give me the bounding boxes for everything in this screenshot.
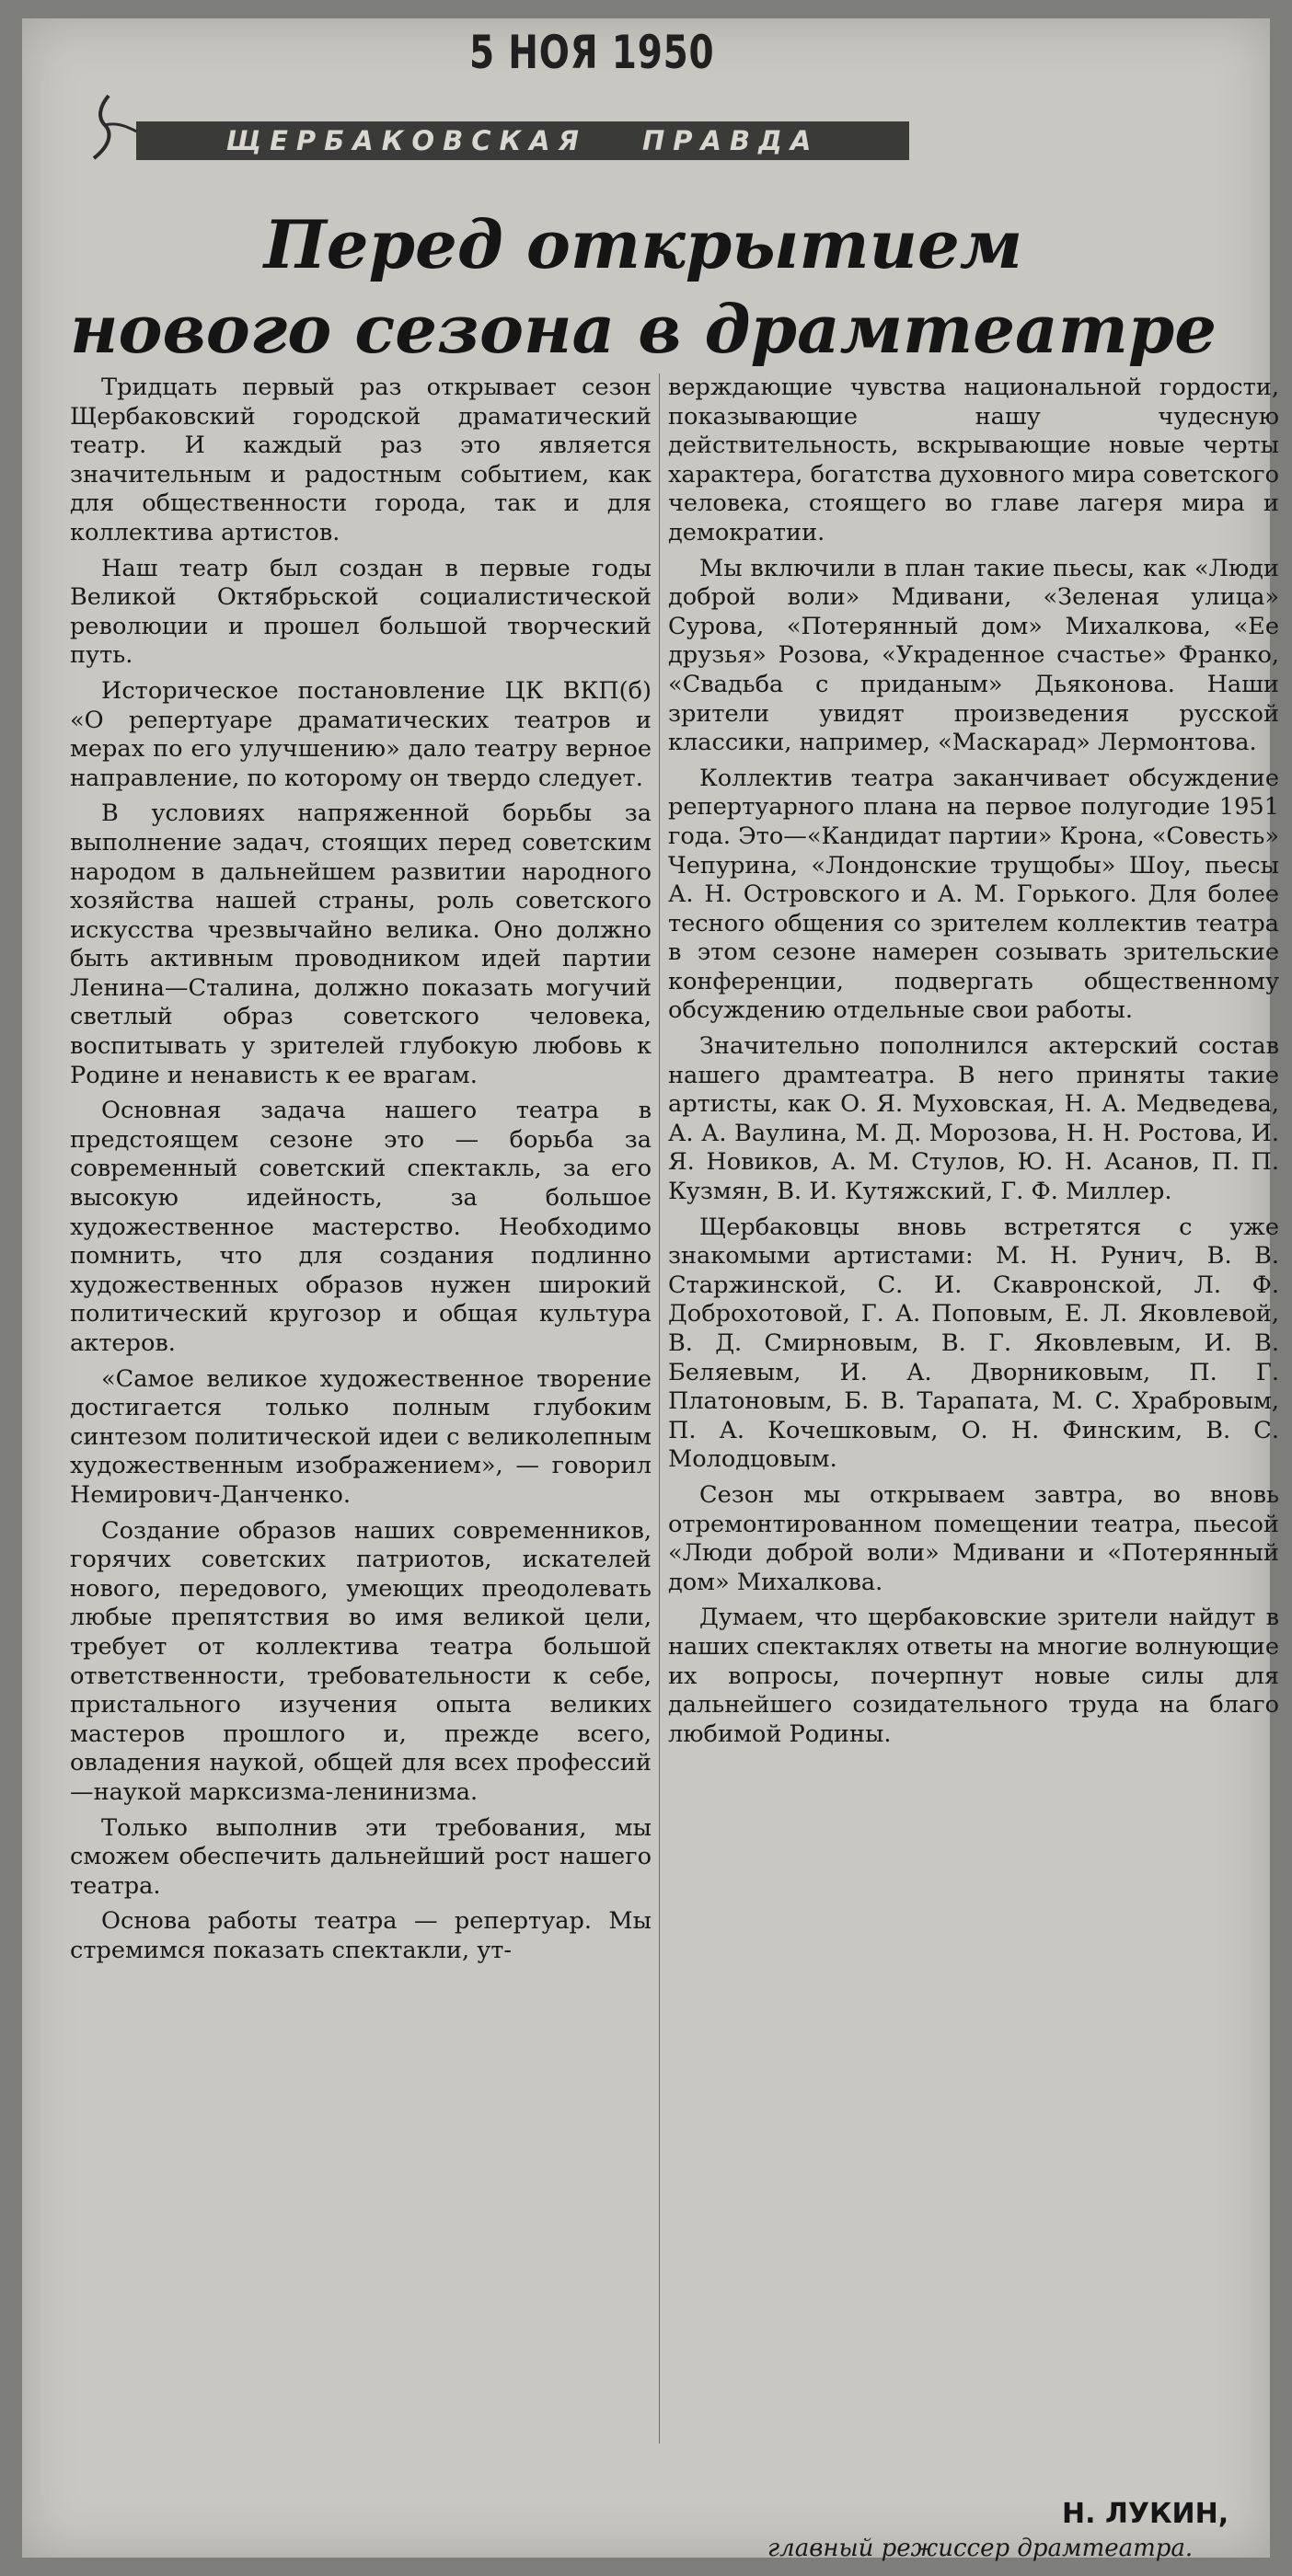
article-column-left xyxy=(70,374,652,1972)
paragraph: Значительно пополнился актерский состав нашего драмтеатра. В него приняты такие артисты, как О. Я. Муховская, Н. А. Медведева, А. А. Ваулина, М. Д. Морозова, Н. Н. Ростова, И. Я. Новиков, А. М. Стулов, Ю. Н. Асанов, П. П. Кузмян, В. И. Кутяжский, Г. Ф. Миллер. xyxy=(668,1032,1279,1206)
headline-line-2: нового сезона в драмтеатре xyxy=(69,290,1217,368)
paragraph: Историческое постановление ЦК ВКП(б) «О репертуаре драматических театров и мерах по его улучшению» дало театру верное направление, по которому он твердо следует. xyxy=(70,676,652,792)
paragraph: Наш театр был создан в первые годы Великой Октябрьской социалистической революции и прошел большой творческий путь. xyxy=(70,554,652,670)
paragraph: Сезон мы открываем завтра, во вновь отремонтированном помещении театра, пьесой «Люди доброй воли» Мдивани и «Потерянный дом» Михалкова. xyxy=(668,1480,1279,1596)
article-column-right xyxy=(668,374,1279,1755)
paragraph: верждающие чувства национальной гордости, показывающие нашу чудесную действительность, вскрывающие новые черты характера, богатства духовного мира советского человека, стоящего во главе лагеря мира и демократии. xyxy=(668,374,1279,546)
paragraph: «Самое великое художественное творение достигается только полным глубоким синтезом политической идеи с великолепным художественным изображением», — говорил Немирович-Данченко. xyxy=(70,1364,652,1509)
author-role: главный режиссер драмтеатра. xyxy=(767,2535,1194,2562)
date-stamp: 5 НОЯ 1950 xyxy=(469,26,715,79)
paragraph: Основная задача нашего театра в предстоящем сезоне это — борьба за современный советский спектакль, за его высокую идейность, за большое художественное мастерство. Необходимо помнить, что для создания подлинно художественных образов нужен широкий политический кругозор и общая культура актеров. xyxy=(70,1097,652,1357)
newspaper-clipping xyxy=(22,18,1280,2562)
paragraph: Создание образов наших современников, горячих советских патриотов, искателей нового, передового, умеющих преодолевать любые препятствия во имя великой цели, требует от коллектива театра большой ответственности, требовательности к себе, пристального изучения опыта великих мастеров прошлого и, прежде всего, овладения наукой, общей для всех профессий—наукой марксизма-ленинизма. xyxy=(70,1516,652,1806)
author-name: Н. ЛУКИН, xyxy=(1062,2498,1229,2530)
masthead xyxy=(136,121,909,160)
paragraph: Только выполнив эти требования, мы сможем обеспечить дальнейший рост нашего театра. xyxy=(70,1813,652,1900)
article-headline xyxy=(59,202,1228,372)
paragraph: Мы включили в план такие пьесы, как «Люди доброй воли» Мдивани, «Зеленая улица» Сурова, «Потерянный дом» Михалкова, «Ее друзья» Розова, «Украденное счастье» Франко, «Свадьба с приданым» Дьяконова. Наши зрители увидят произведения русской классики, например, «Маскарад» Лермонтова. xyxy=(668,554,1279,757)
paragraph: Основа работы театра — репертуар. Мы стремимся показать спектакли, ут- xyxy=(70,1907,652,1964)
paragraph: В условиях напряженной борьбы за выполнение задач, стоящих перед советским народом в дальнейшем развитии народного хозяйства нашей страны, роль советского искусства чрезвычайно велика. Оно должно быть активным проводником идей партии Ленина—Сталина, должно показать могучий светлый образ советского человека, воспитывать у зрителей глубокую любовь к Родине и ненависть к ее врагам. xyxy=(70,799,652,1089)
paragraph: Тридцать первый раз открывает сезон Щербаковский городской драматический театр. И каждый раз это является значительным и радостным событием, как для общественности города, так и для коллектива артистов. xyxy=(70,374,652,546)
column-divider xyxy=(659,374,660,2444)
masthead-left: ЩЕРБАКОВСКАЯ xyxy=(225,125,587,156)
headline-line-1: Перед открытием xyxy=(263,205,1023,283)
paragraph: Щербаковцы вновь встретятся с уже знакомыми артистами: М. Н. Рунич, В. В. Старжинской, С. И. Скавронской, Л. Ф. Доброхотовой, Г. А. Поповым, Е. Л. Яковлевой, В. Д. Смирновым, В. Г. Яковлевым, И. В. Беляевым, И. А. Дворниковым, П. Г. Платоновым, Б. В. Тарапата, М. С. Храбровым, П. А. Кочешковым, О. Н. Финским, В. С. Молодцовым. xyxy=(668,1213,1279,1474)
masthead-right: ПРАВДА xyxy=(641,125,820,156)
paragraph: Коллектив театра заканчивает обсуждение репертуарного плана на первое полугодие 1951 года. Это—«Кандидат партии» Крона, «Совесть» Чепурина, «Лондонские трущобы» Шоу, пьесы А. Н. Островского и А. М. Горького. Для более тесного общения со зрителем коллектив театра в этом сезоне намерен созывать зрительские конференции, подвергать общественному обсуждению отдельные свои работы. xyxy=(668,764,1280,1025)
paragraph: Думаем, что щербаковские зрители найдут в наших спектаклях ответы на многие волнующие их вопросы, почерпнут новые силы для дальнейшего созидательного труда на благо любимой Родины. xyxy=(668,1604,1279,1748)
